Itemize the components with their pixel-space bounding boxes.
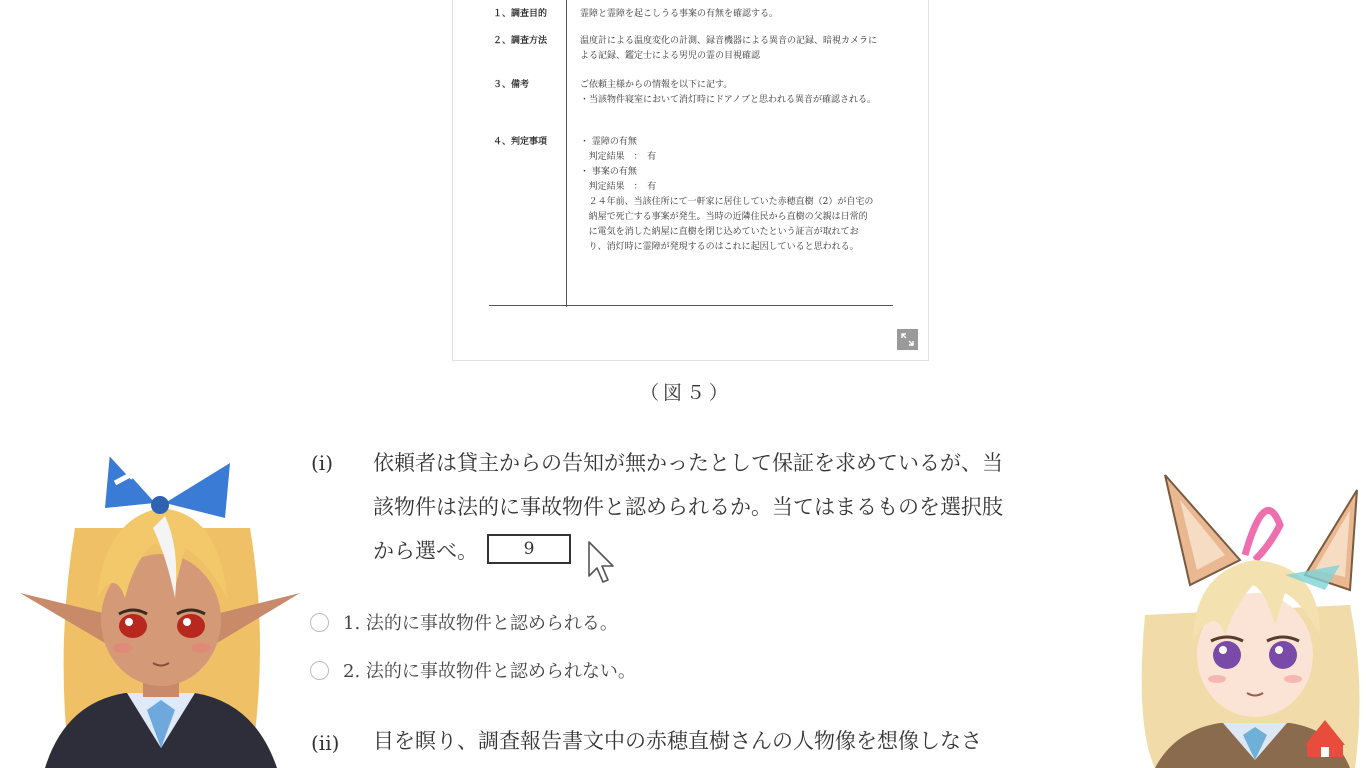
report-label-judgement: ４、判定事項 xyxy=(493,137,548,147)
report-text-judgement: ・ 霊障の有無 判定結果 ： 有 ・ 事案の有無 判定結果 ： 有 ２４年前、当該住所にて一軒家に居住していた赤穂直樹（2）が自宅の 納屋で死亡する事案が発生。当時の近隣住民から直樹の父親は日常的 に電気を消した納屋に直樹を閉じ込めていたという証言が取れてお り、消灯時に霊障が発現するのはこれに起因していると思われる。 xyxy=(580,137,874,252)
report-figure xyxy=(452,0,929,361)
question-i-text xyxy=(373,441,1063,573)
question-ii-number: (ii) xyxy=(311,731,340,755)
figure-caption: （図５） xyxy=(640,382,733,404)
option-2[interactable] xyxy=(310,658,636,682)
report-text-method: 温度計による温度変化の計測、録音機器による異音の記録、暗視カメラに よる記録、鑑定士による男児の霊の目視確認 xyxy=(580,36,878,61)
left-vtuber-avatar xyxy=(15,448,305,768)
option-1-label: 1. 法的に事故物件と認められる。 xyxy=(343,613,618,634)
report-label-notes: ３、備考 xyxy=(493,80,530,90)
option-1-radio[interactable] xyxy=(310,613,329,632)
question-i-number: (i) xyxy=(311,451,334,475)
expand-arrows-icon xyxy=(901,333,914,346)
report-text-purpose: 霊障と霊障を起こしうる事案の有無を確認する。 xyxy=(580,9,779,19)
expand-icon[interactable] xyxy=(897,329,918,350)
question-ii-text: 目を瞑り、調査報告書文中の赤穂直樹さんの人物像を想像しなさ xyxy=(373,729,982,753)
option-1[interactable] xyxy=(310,610,618,634)
right-vtuber-avatar xyxy=(1125,465,1366,768)
mouse-cursor-icon xyxy=(586,540,616,584)
report-text-notes: ご依頼主様からの情報を以下に記す。 ・当該物件寝室において消灯時にドアノブと思われる異音が確認される。 xyxy=(580,80,877,105)
option-2-radio[interactable] xyxy=(310,661,329,680)
answer-input[interactable]: 9 xyxy=(487,534,571,564)
question-i-line-3: から選べ。 xyxy=(373,539,478,563)
report-divider-horizontal xyxy=(489,305,893,306)
report-label-purpose: １、調査目的 xyxy=(493,9,548,19)
report-divider-vertical xyxy=(566,0,567,307)
report-label-method: ２、調査方法 xyxy=(493,36,548,46)
question-i-line-2: 該物件は法的に事故物件と認められるか。当てはまるものを選択肢 xyxy=(373,495,1003,519)
question-i-line-1: 依頼者は貸主からの告知が無かったとして保証を求めているが、当 xyxy=(373,451,1003,475)
option-2-label: 2. 法的に事故物件と認められない。 xyxy=(343,661,636,682)
